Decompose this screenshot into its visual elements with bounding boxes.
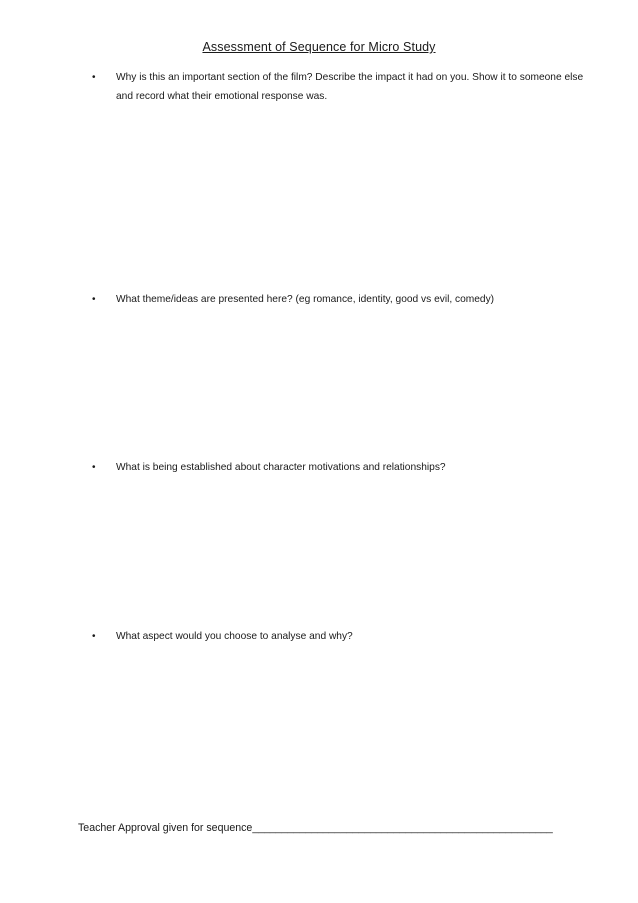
question-3-text: What is being established about character motivations and relationships? [116, 462, 446, 473]
bullet-icon: • [92, 72, 96, 83]
question-2-text: What theme/ideas are presented here? (eg romance, identity, good vs evil, comedy) [116, 294, 495, 305]
teacher-approval-line: Teacher Approval given for sequence___________________________________________________ [78, 822, 553, 834]
bullet-icon: • [92, 294, 96, 305]
question-1 [92, 68, 596, 106]
page-title: Assessment of Sequence for Micro Study [202, 40, 436, 54]
question-4 [92, 627, 596, 646]
question-1-text: Why is this an important section of the film? Describe the impact it had on you. Show it to someone else and record what their emotional response was. [116, 72, 584, 102]
question-4-text: What aspect would you choose to analyse and why? [116, 631, 353, 642]
bullet-icon: • [92, 462, 96, 473]
question-2 [92, 290, 596, 309]
bullet-icon: • [92, 631, 96, 642]
question-3 [92, 458, 596, 477]
